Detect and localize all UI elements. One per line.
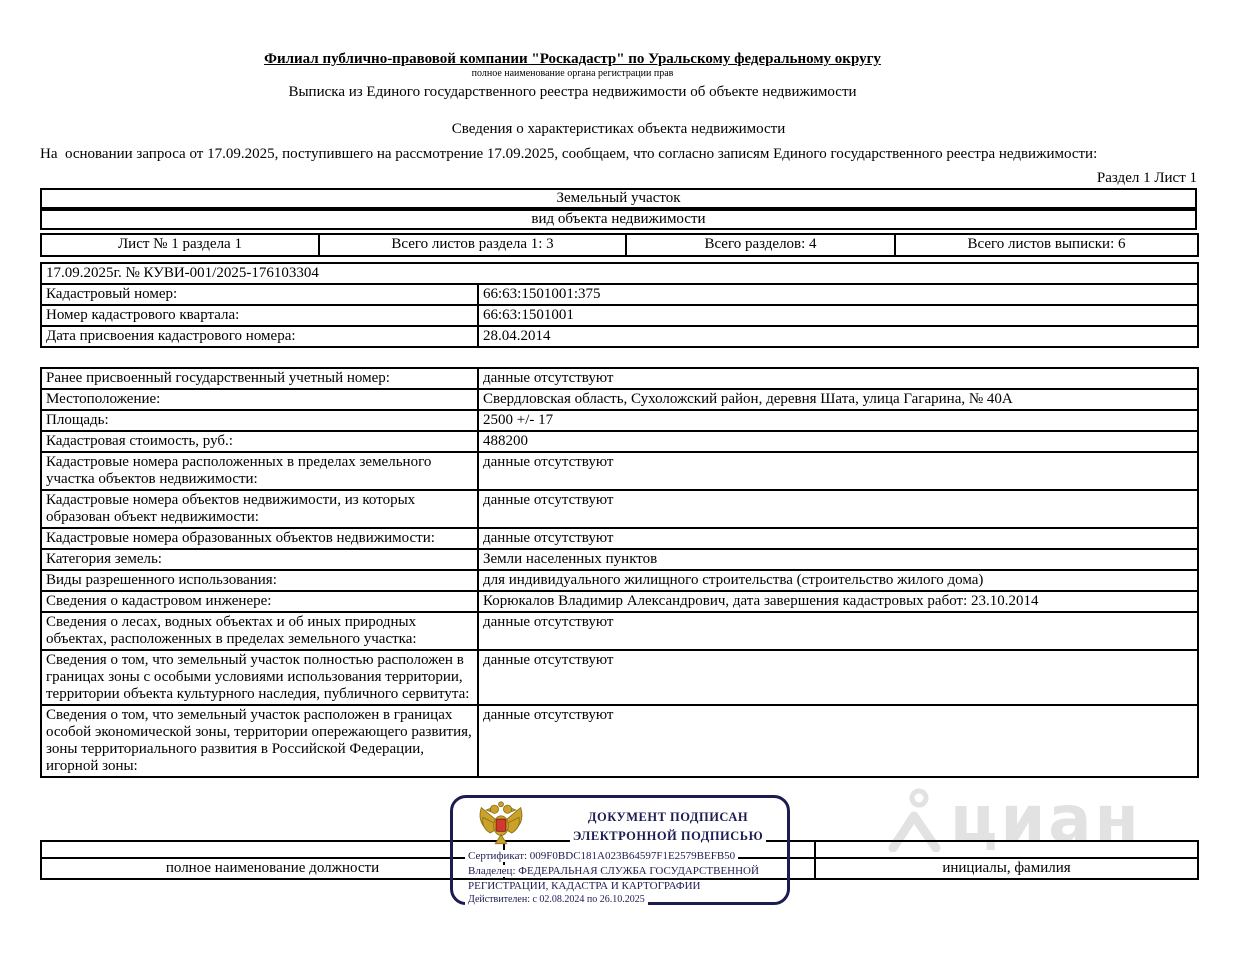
table-row: [41, 305, 1198, 326]
section-sheet-label: Раздел 1 Лист 1: [1096, 170, 1197, 186]
table-row: [41, 612, 1198, 650]
row-value: данные отсутствуют: [478, 490, 1198, 528]
sheet-info-table: [40, 233, 1199, 257]
row-label: Площадь:: [41, 410, 478, 431]
digital-signature-stamp: [450, 795, 790, 905]
row-label: Номер кадастрового квартала:: [41, 305, 478, 326]
stamp-certificate: Сертификат: 009F0BDC181A023B64597F1E2579BEFB50: [465, 850, 738, 862]
row-value: для индивидуального жилищного строительства (строительство жилого дома): [478, 570, 1198, 591]
row-label: Кадастровые номера расположенных в пределах земельного участка объектов недвижимости:: [41, 452, 478, 490]
row-value: данные отсутствуют: [478, 650, 1198, 705]
table-row: [41, 650, 1198, 705]
name-caption: инициалы, фамилия: [815, 858, 1198, 879]
table-row: [41, 528, 1198, 549]
row-value: данные отсутствуют: [478, 452, 1198, 490]
sections-total-cell: Всего разделов: 4: [626, 234, 895, 256]
table-row: [41, 591, 1198, 612]
extract-sheets-total-cell: Всего листов выписки: 6: [895, 234, 1198, 256]
table-row: [41, 326, 1198, 347]
watermark-text: циан: [950, 783, 1142, 857]
row-value: 2500 +/- 17: [478, 410, 1198, 431]
row-label: Категория земель:: [41, 549, 478, 570]
table-row: [41, 389, 1198, 410]
stamp-title-line2: ЭЛЕКТРОННОЙ ПОДПИСЬЮ: [553, 829, 783, 844]
signature-cell-left: [41, 841, 504, 858]
row-label: Виды разрешенного использования:: [41, 570, 478, 591]
row-label: Ранее присвоенный государственный учетный номер:: [41, 368, 478, 389]
row-value: 66:63:1501001: [478, 305, 1198, 326]
stamp-owner-line1: Владелец: ФЕДЕРАЛЬНАЯ СЛУЖБА ГОСУДАРСТВЕННОЙ: [465, 865, 762, 877]
row-label: Сведения о том, что земельный участок полностью расположен в границах зоны с особыми условиями использования территории, территории объекта культурного наследия, публичного сервитута:: [41, 650, 478, 705]
row-label: Сведения о кадастровом инженере:: [41, 591, 478, 612]
stamp-title-line1: ДОКУМЕНТ ПОДПИСАН: [553, 810, 783, 825]
object-type-value: Земельный участок: [40, 188, 1197, 209]
document-title: Выписка из Единого государственного реестра недвижимости об объекте недвижимости: [288, 84, 857, 100]
section-title: Сведения о характеристиках объекта недвижимости: [451, 121, 786, 137]
org-name-caption: полное наименование органа регистрации прав: [471, 68, 674, 79]
row-value: 66:63:1501001:375: [478, 284, 1198, 305]
table-row: [41, 570, 1198, 591]
table-row: [41, 368, 1198, 389]
row-value: 28.04.2014: [478, 326, 1198, 347]
table-row: [41, 431, 1198, 452]
row-label: Местоположение:: [41, 389, 478, 410]
request-statement: На основании запроса от 17.09.2025, поступившего на рассмотрение 17.09.2025, сообщаем, что согласно записям Единого государственного реестра недвижимости:: [40, 146, 1098, 162]
row-value: Свердловская область, Сухоложский район, деревня Шата, улица Гагарина, № 40А: [478, 389, 1198, 410]
row-value: данные отсутствуют: [478, 368, 1198, 389]
position-caption: полное наименование должности: [41, 858, 504, 879]
section-sheets-total-cell: Всего листов раздела 1: 3: [319, 234, 626, 256]
document-header: [0, 50, 1151, 101]
row-label: Дата присвоения кадастрового номера:: [41, 326, 478, 347]
table-row: [41, 490, 1198, 528]
coat-of-arms-icon: [475, 801, 527, 847]
table-row: [41, 549, 1198, 570]
row-value: данные отсутствуют: [478, 705, 1198, 777]
table-row: [41, 452, 1198, 490]
row-label: Кадастровый номер:: [41, 284, 478, 305]
sheet-number-cell: Лист № 1 раздела 1: [41, 234, 319, 256]
table-row: [41, 284, 1198, 305]
row-label: Кадастровые номера образованных объектов недвижимости:: [41, 528, 478, 549]
stamp-validity: Действителен: с 02.08.2024 по 26.10.2025: [465, 894, 648, 905]
table-row: [41, 705, 1198, 777]
row-value: данные отсутствуют: [478, 612, 1198, 650]
row-value: 488200: [478, 431, 1198, 452]
table-row: [41, 410, 1198, 431]
sheet-info-row: [41, 234, 1198, 256]
row-value: Корюкалов Владимир Александрович, дата завершения кадастровых работ: 23.10.2014: [478, 591, 1198, 612]
row-value: данные отсутствуют: [478, 528, 1198, 549]
row-label: Сведения о лесах, водных объектах и об иных природных объектах, расположенных в пределах земельного участка:: [41, 612, 478, 650]
request-number: 17.09.2025г. № КУВИ-001/2025-176103304: [41, 263, 1198, 284]
signature-cell-right: [815, 841, 1198, 858]
row-label: Сведения о том, что земельный участок расположен в границах особой экономической зоны, территории опережающего развития, зоны территориального развития в Российской Федерации, игорной зоны:: [41, 705, 478, 777]
cadastre-number-table: [40, 262, 1199, 348]
row-label: Кадастровая стоимость, руб.:: [41, 431, 478, 452]
request-number-row: [41, 263, 1198, 284]
org-name: Филиал публично-правовой компании "Роскадастр" по Уральскому федеральному округу: [264, 51, 881, 67]
row-label: Кадастровые номера объектов недвижимости, из которых образован объект недвижимости:: [41, 490, 478, 528]
row-value: Земли населенных пунктов: [478, 549, 1198, 570]
object-type-caption: вид объекта недвижимости: [40, 209, 1197, 230]
stamp-owner-line2: РЕГИСТРАЦИИ, КАДАСТРА И КАРТОГРАФИИ: [465, 880, 703, 892]
property-details-table: [40, 367, 1199, 778]
